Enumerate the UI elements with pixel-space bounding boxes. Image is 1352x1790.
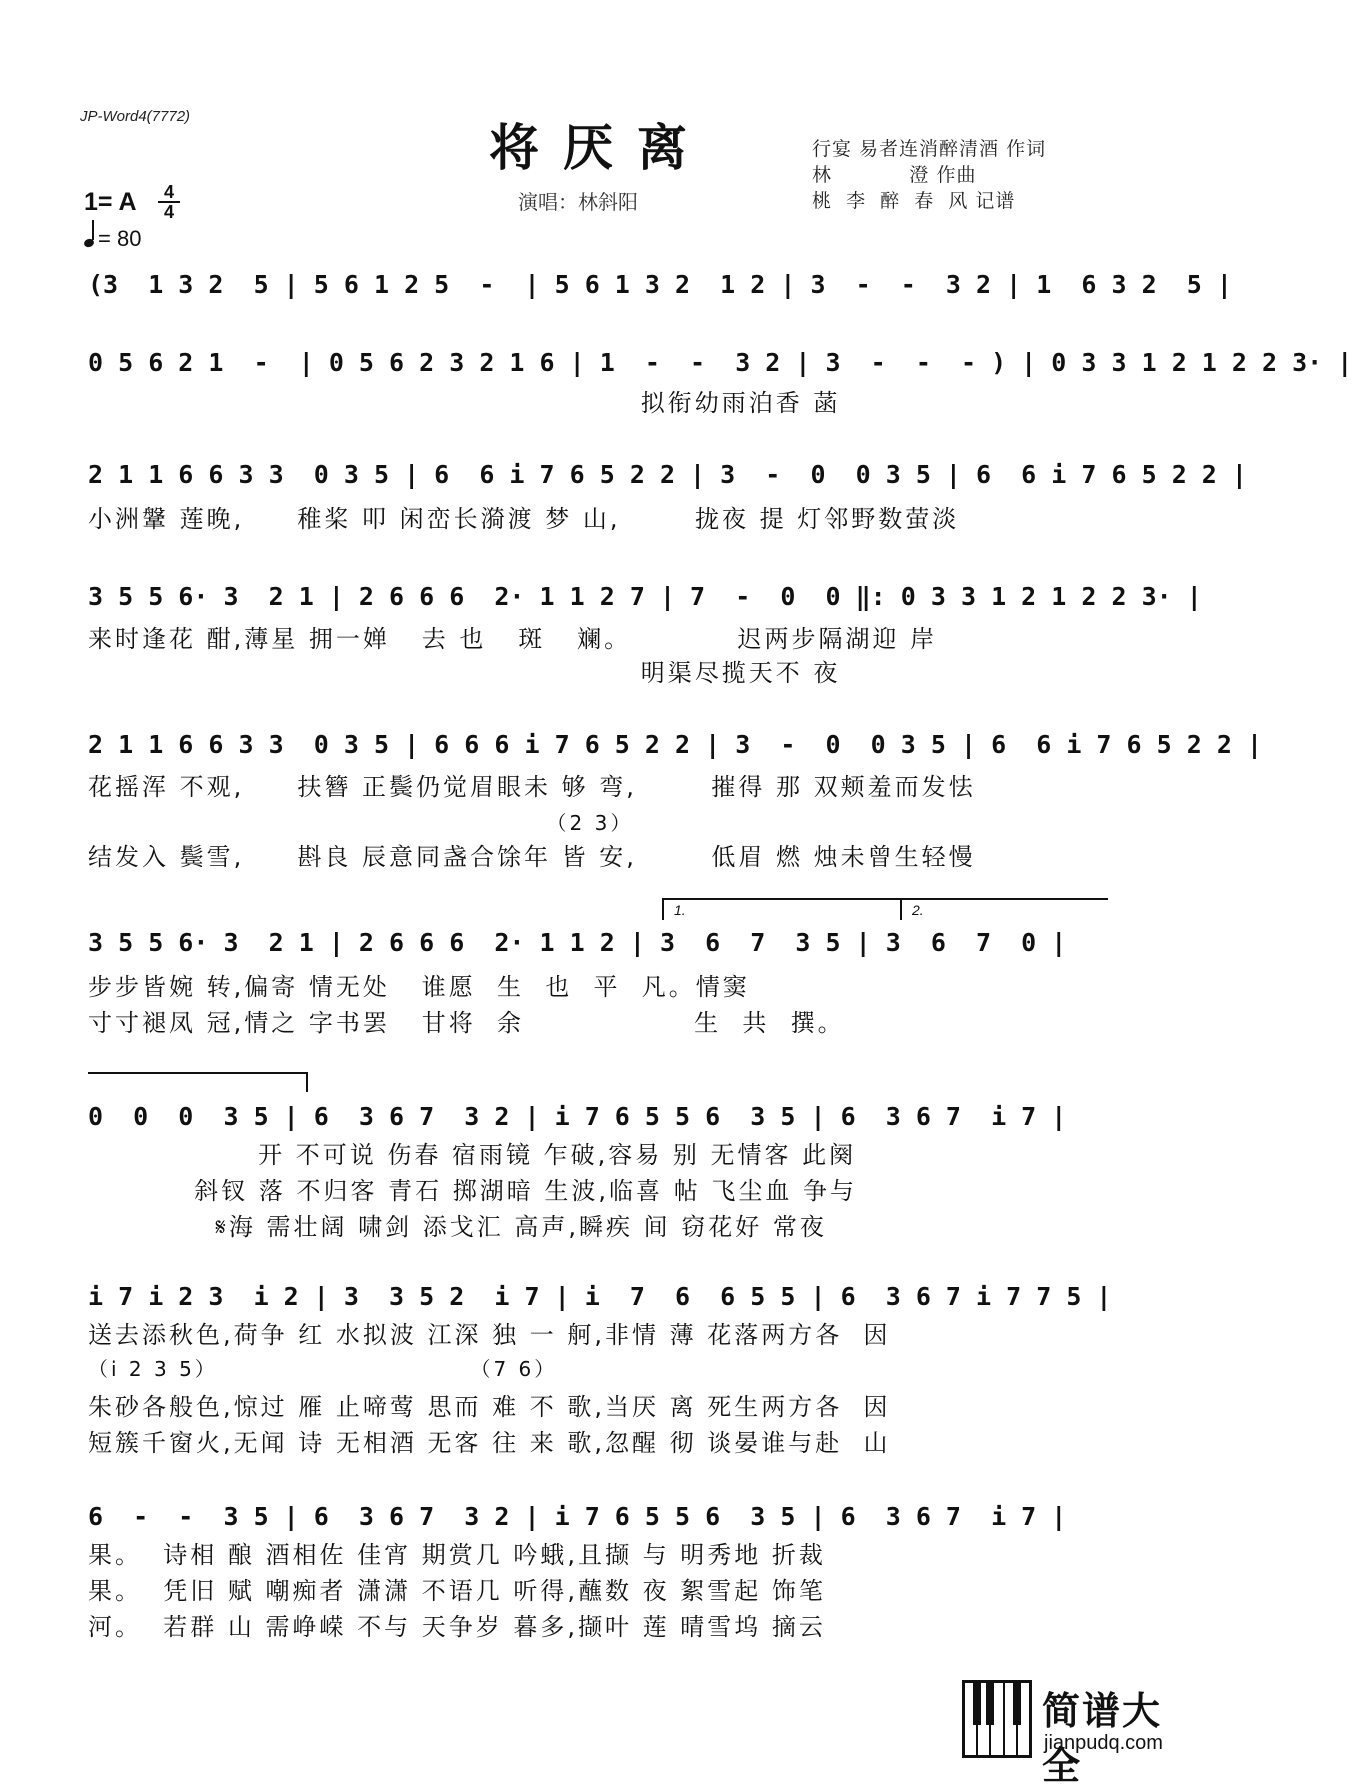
- notation-row: 0 5 6 2 1 - | 0 5 6 2 3 2 1 6 | 1 - - 3 2 | 3 - - - ) | 0 3 3 1 2 1 2 2 3· |: [88, 348, 1352, 377]
- singer-label: 演唱：林斜阳: [518, 190, 638, 214]
- time-signature: [158, 184, 180, 220]
- time-signature-bottom: 4: [163, 202, 174, 222]
- lyric-line: 送去添秋色,荷争 红 水拟波 江深 独 一 舸,非情 薄 花落两方各 因: [88, 1321, 891, 1349]
- lyric-line: 拟衔幼雨泊香 菡: [88, 389, 841, 417]
- lyric-alt-notes: （2 3）: [88, 811, 634, 835]
- notation-row: (3 1 3 2 5 | 5 6 1 2 5 - | 5 6 1 3 2 1 2 | 3 - - 3 2 | 1 6 3 2 5 |: [88, 270, 1232, 299]
- lyric-line: 斜钗 落 不归客 青石 掷湖暗 生波,临喜 帖 飞尘血 争与: [88, 1177, 857, 1205]
- lyric-line: 步步皆婉 转,偏寄 情无处 谁愿 生 也 平 凡。情窦: [88, 973, 750, 1001]
- lyric-line: 明渠尽揽天不 夜: [88, 659, 841, 687]
- lyric-line: 结发入 鬓雪, 斟良 辰意同盏合馀年 皆 安, 低眉 燃 烛未曾生轻慢: [88, 843, 976, 871]
- volta-continuation: [88, 1072, 308, 1092]
- site-logo: [962, 1680, 1187, 1788]
- lyric-line: 短簇千窗火,无闻 诗 无相酒 无客 往 来 歌,忽醒 彻 谈晏谁与赴 山: [88, 1429, 891, 1457]
- notation-row: i 7 i 2 3 i 2 | 3 3 5 2 i 7 | i 7 6 6 5 5 | 6 3 6 7 i 7 7 5 |: [88, 1282, 1112, 1311]
- lyric-line: 河。 若群 山 需峥嵘 不与 天争岁 暮多,撷叶 莲 晴雪坞 摘云: [88, 1613, 826, 1641]
- notation-row: 3 5 5 6· 3 2 1 | 2 6 6 6 2· 1 1 2 7 | 7 - 0 0 ‖: 0 3 3 1 2 1 2 2 3· |: [88, 582, 1202, 611]
- song-title: 将厌离: [489, 118, 711, 177]
- lyricist-credit: 行宴 易者连消醉清酒 作词: [812, 138, 1047, 160]
- key-signature: 1= A: [84, 188, 137, 216]
- composer-credit: 林 澄 作曲: [812, 164, 977, 186]
- lyric-line: 小洲鞶 莲晚, 稚桨 叩 闲峦长漪渡 梦 山, 拢夜 提 灯邻野数萤淡: [88, 505, 960, 533]
- notation-row: 3 5 5 6· 3 2 1 | 2 6 6 6 2· 1 1 2 | 3 6 7 3 5 | 3 6 7 0 |: [88, 928, 1067, 957]
- piano-icon: [962, 1680, 1032, 1758]
- transcriber-credit: 桃 李 醉 春 风 记谱: [812, 190, 1016, 212]
- logo-url: jianpudq.com: [1044, 1732, 1163, 1754]
- volta-first-ending: 1.: [662, 898, 904, 920]
- lyric-line: 𝄋海 需壮阔 啸剑 添戈汇 高声,瞬疾 间 窃花好 常夜: [88, 1213, 827, 1241]
- volta-second-ending: 2.: [900, 898, 1108, 920]
- software-label: JP-Word4(7772): [80, 108, 191, 125]
- lyric-alt-notes: （i 2 3 5） （7 6）: [88, 1357, 558, 1381]
- tempo-value: = 80: [98, 226, 142, 251]
- lyric-line: 寸寸褪凤 冠,情之 字书罢 甘将 余 生 共 撰。: [88, 1009, 845, 1037]
- lyric-line: 果。 凭旧 赋 嘲痴者 潇潇 不语几 听得,蘸数 夜 絮雪起 饰笔: [88, 1577, 826, 1605]
- lyric-line: 花摇浑 不观, 扶簪 正鬓仍觉眉眼未 够 弯, 摧得 那 双颊羞而发怯: [88, 773, 976, 801]
- time-signature-top: 4: [163, 182, 174, 202]
- tempo-marking: [84, 226, 141, 252]
- lyric-line: 果。 诗相 酿 酒相佐 佳宵 期赏几 吟蛾,且撷 与 明秀地 折裁: [88, 1541, 826, 1569]
- notation-row: 2 1 1 6 6 3 3 0 3 5 | 6 6 i 7 6 5 2 2 | 3 - 0 0 3 5 | 6 6 i 7 6 5 2 2 |: [88, 460, 1247, 489]
- notation-row: 0 0 0 3 5 | 6 3 6 7 3 2 | i 7 6 5 5 6 3 5 | 6 3 6 7 i 7 |: [88, 1102, 1067, 1131]
- lyric-line: 来时逢花 酣,薄星 拥一婵 去 也 斑 斓。 迟两步隔湖迎 岸: [88, 625, 938, 653]
- lyric-line: 开 不可说 伤春 宿雨镜 乍破,容易 别 无情客 此阕: [88, 1141, 857, 1169]
- notation-row: 2 1 1 6 6 3 3 0 3 5 | 6 6 6 i 7 6 5 2 2 | 3 - 0 0 3 5 | 6 6 i 7 6 5 2 2 |: [88, 730, 1262, 759]
- logo-name: 简谱大全: [1042, 1689, 1163, 1788]
- lyric-line: 朱砂各般色,惊过 雁 止啼莺 思而 难 不 歌,当厌 离 死生两方各 因: [88, 1393, 891, 1421]
- notation-row: 6 - - 3 5 | 6 3 6 7 3 2 | i 7 6 5 5 6 3 5 | 6 3 6 7 i 7 |: [88, 1502, 1067, 1531]
